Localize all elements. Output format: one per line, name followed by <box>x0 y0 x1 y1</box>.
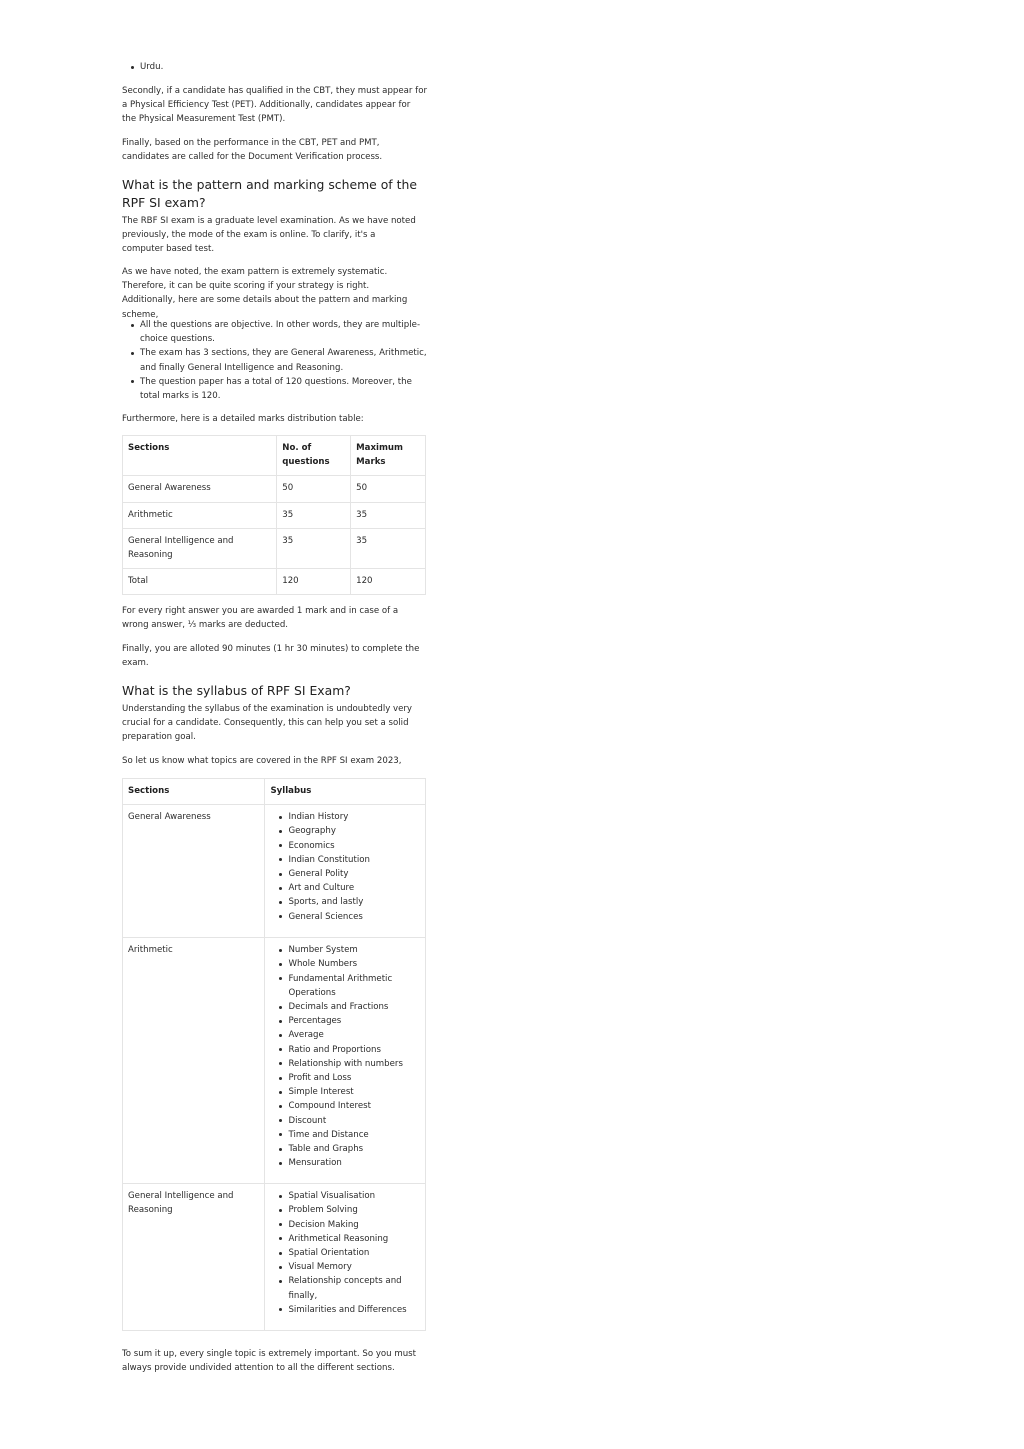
table-cell: Arithmetic <box>123 502 277 528</box>
list-item: Average <box>288 1028 420 1042</box>
list-item: All the questions are objective. In other words, they are multiple-choice questions. <box>140 318 427 346</box>
table-cell: 50 <box>277 476 351 502</box>
paragraph-systematic: As we have noted, the exam pattern is extremely systematic. Therefore, it can be quite scoring if your strategy is right. Additionally, here are some details about the pattern and marking scheme, <box>122 267 408 320</box>
list-item: Fundamental Arithmetic Operations <box>288 972 420 1000</box>
paragraph-time: Finally, you are alloted 90 minutes (1 hr 30 minutes) to complete the exam. <box>122 644 420 669</box>
list-item: Economics <box>288 839 420 853</box>
list-item: Ratio and Proportions <box>288 1043 420 1057</box>
list-item: Decimals and Fractions <box>288 1000 420 1014</box>
list-item: Whole Numbers <box>288 957 420 971</box>
list-item: Relationship concepts and finally, <box>288 1274 420 1302</box>
list-item: Urdu. <box>140 60 445 74</box>
topic-list <box>270 943 420 1170</box>
topic-list <box>270 810 420 924</box>
list-item: Similarities and Differences <box>288 1303 420 1317</box>
paragraph-document-verification: Finally, based on the performance in the CBT, PET and PMT, candidates are called for the Document Verification process. <box>122 138 383 163</box>
list-item: Number System <box>288 943 420 957</box>
table-cell: General Intelligence and Reasoning <box>123 1184 265 1331</box>
list-item: Simple Interest <box>288 1085 420 1099</box>
table-row <box>123 476 426 502</box>
table-row <box>123 528 426 568</box>
table-cell: General Awareness <box>123 476 277 502</box>
table-row <box>123 502 426 528</box>
table-cell: General Intelligence and Reasoning <box>123 528 277 568</box>
pattern-points-list <box>122 318 427 403</box>
list-item: Time and Distance <box>288 1128 420 1142</box>
list-item: Compound Interest <box>288 1099 420 1113</box>
table-cell: 35 <box>277 528 351 568</box>
paragraph-conclusion: To sum it up, every single topic is extremely important. So you must always provide undivided attention to all the different sections. <box>122 1349 417 1374</box>
marks-distribution-table <box>122 435 426 595</box>
list-item: Decision Making <box>288 1218 420 1232</box>
list-item: Spatial Visualisation <box>288 1189 420 1203</box>
list-item: General Polity <box>288 867 420 881</box>
table-row <box>123 569 426 595</box>
table-cell: 35 <box>277 502 351 528</box>
paragraph-understanding: Understanding the syllabus of the examination is undoubtedly very crucial for a candidate. Consequently, this can help you set a solid preparation goal. <box>122 704 413 743</box>
table-cell: 50 <box>351 476 426 502</box>
header-cell: No. of questions <box>277 436 351 476</box>
header-cell: Sections <box>123 436 277 476</box>
list-item: Mensuration <box>288 1156 420 1170</box>
list-item: General Sciences <box>288 910 420 924</box>
list-item: Discount <box>288 1114 420 1128</box>
table-cell: Total <box>123 569 277 595</box>
table-header-row <box>123 779 426 805</box>
table-row <box>123 938 426 1184</box>
list-item: Relationship with numbers <box>288 1057 420 1071</box>
list-item: Sports, and lastly <box>288 895 420 909</box>
table-cell: General Awareness <box>123 805 265 938</box>
table-header-row <box>123 436 426 476</box>
paragraph-marks-intro: Furthermore, here is a detailed marks distribution table: <box>122 414 364 424</box>
header-cell: Sections <box>123 779 265 805</box>
table-cell <box>265 805 426 938</box>
topic-list <box>270 1189 420 1317</box>
language-list <box>122 60 445 74</box>
list-item: Profit and Loss <box>288 1071 420 1085</box>
header-cell: Syllabus <box>265 779 426 805</box>
list-item: Indian History <box>288 810 420 824</box>
table-cell: 120 <box>277 569 351 595</box>
table-cell <box>265 1184 426 1331</box>
table-row <box>123 805 426 938</box>
list-item: Arithmetical Reasoning <box>288 1232 420 1246</box>
list-item: Problem Solving <box>288 1203 420 1217</box>
list-item: Spatial Orientation <box>288 1246 420 1260</box>
list-item: The exam has 3 sections, they are General Awareness, Arithmetic, and finally General Intelligence and Reasoning. <box>140 346 427 374</box>
paragraph-negative-marking: For every right answer you are awarded 1 mark and in case of a wrong answer, ⅓ marks are deducted. <box>122 606 399 631</box>
table-cell: Arithmetic <box>123 938 265 1184</box>
list-item: The question paper has a total of 120 questions. Moreover, the total marks is 120. <box>140 375 427 403</box>
paragraph-pet: Secondly, if a candidate has qualified in the CBT, they must appear for a Physical Efficiency Test (PET). Additionally, candidates appear for the Physical Measurement Test (PMT). <box>122 86 427 125</box>
paragraph-graduate-level: The RBF SI exam is a graduate level examination. As we have noted previously, the mode of the exam is online. To clarify, it's a computer based test. <box>122 216 416 255</box>
heading-syllabus: What is the syllabus of RPF SI Exam? <box>122 683 351 698</box>
table-cell: 120 <box>351 569 426 595</box>
table-cell: 35 <box>351 528 426 568</box>
list-item: Table and Graphs <box>288 1142 420 1156</box>
list-item: Visual Memory <box>288 1260 420 1274</box>
table-cell <box>265 938 426 1184</box>
table-cell: 35 <box>351 502 426 528</box>
list-item: Geography <box>288 824 420 838</box>
list-item: Percentages <box>288 1014 420 1028</box>
syllabus-table <box>122 778 426 1331</box>
list-item: Art and Culture <box>288 881 420 895</box>
paragraph-topics: So let us know what topics are covered in the RPF SI exam 2023, <box>122 756 402 766</box>
table-row <box>123 1184 426 1331</box>
heading-pattern: What is the pattern and marking scheme of the RPF SI exam? <box>122 177 417 210</box>
header-cell: Maximum Marks <box>351 436 426 476</box>
list-item: Indian Constitution <box>288 853 420 867</box>
